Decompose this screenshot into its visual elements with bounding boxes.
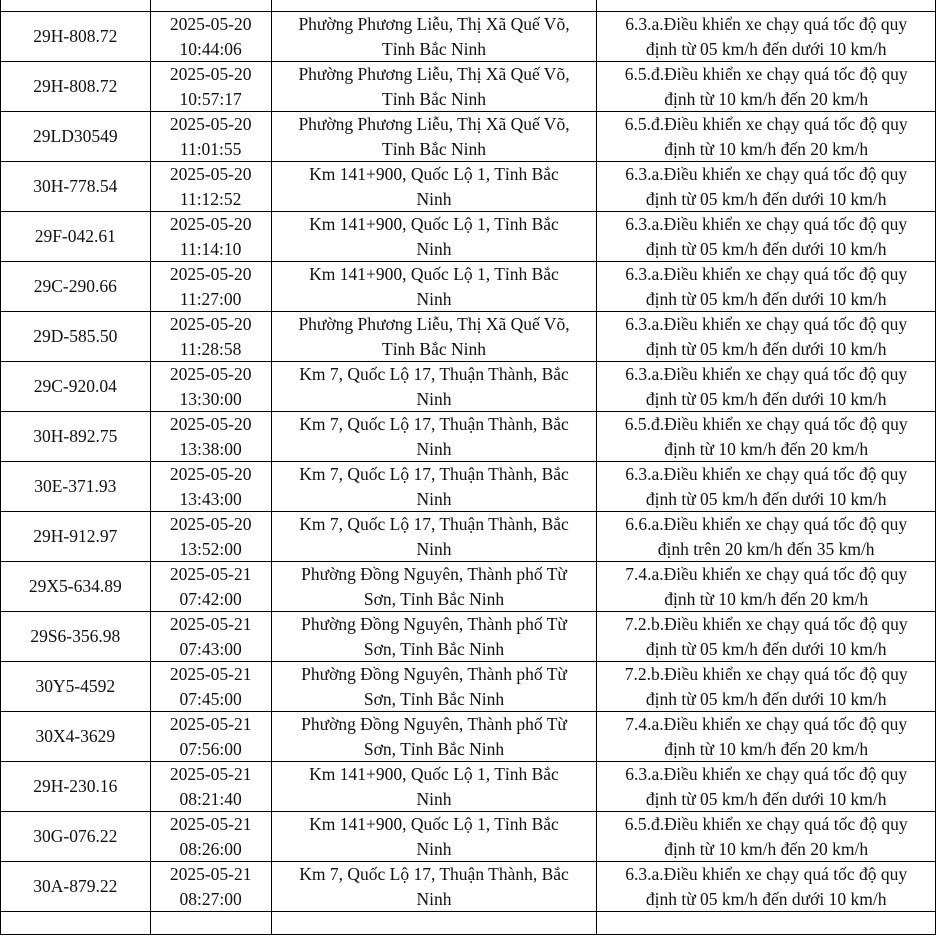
violation-line-2: định từ 05 km/h đến dưới 10 km/h <box>645 38 887 59</box>
table-row <box>1 212 936 262</box>
violation-line-1: 6.3.a.Điều khiển xe chạy quá tốc độ quy <box>625 264 908 284</box>
plate-number: 30Y5-4592 <box>35 676 116 697</box>
violation-line-2: định từ 05 km/h đến dưới 10 km/h <box>645 188 887 209</box>
location-cell <box>271 562 597 612</box>
table-row <box>1 512 936 562</box>
location-line-2: Ninh <box>416 888 452 909</box>
violation-line-2: định từ 05 km/h đến dưới 10 km/h <box>645 238 887 259</box>
location-cell <box>271 662 597 712</box>
violation-time-cell <box>150 762 271 812</box>
violation-time-cell <box>150 512 271 562</box>
plate-number-cell <box>1 62 151 112</box>
location-line-1: Phường Đồng Nguyên, Thành phố Từ <box>301 614 567 634</box>
violation-line-1: 6.3.a.Điều khiển xe chạy quá tốc độ quy <box>625 464 908 484</box>
violation-date: 2025-05-21 <box>169 864 252 884</box>
violation-clock-time: 10:57:17 <box>179 88 242 109</box>
violation-date: 2025-05-20 <box>169 164 252 184</box>
violation-line-2: định từ 05 km/h đến dưới 10 km/h <box>645 388 887 409</box>
violation-clock-time: 13:30:00 <box>179 388 242 409</box>
plate-number-cell <box>1 862 151 912</box>
plate-number: 30E-371.93 <box>34 476 117 497</box>
plate-number-cell <box>1 662 151 712</box>
table-row <box>1 462 936 512</box>
violation-date: 2025-05-20 <box>169 264 252 284</box>
table-row <box>1 112 936 162</box>
plate-number-cell <box>1 162 151 212</box>
location-cell <box>271 712 597 762</box>
violation-clock-time: 11:14:10 <box>179 238 242 259</box>
violation-cell <box>597 312 936 362</box>
violation-date: 2025-05-21 <box>169 714 252 734</box>
location-line-2: Sơn, Tỉnh Bắc Ninh <box>363 738 505 759</box>
violation-date: 2025-05-21 <box>169 614 252 634</box>
plate-number-cell <box>1 612 151 662</box>
violation-date: 2025-05-20 <box>169 514 252 534</box>
location-cell <box>271 512 597 562</box>
violation-line-1: 6.3.a.Điều khiển xe chạy quá tốc độ quy <box>625 214 908 234</box>
violation-line-1: 6.5.đ.Điều khiển xe chạy quá tốc độ quy <box>624 414 908 434</box>
violation-clock-time: 07:56:00 <box>179 738 242 759</box>
location-line-2: Ninh <box>416 188 452 209</box>
plate-number: 30G-076.22 <box>33 826 118 847</box>
plate-number-cell <box>1 262 151 312</box>
location-line-2: Ninh <box>416 238 452 259</box>
location-line-2: Tỉnh Bắc Ninh <box>382 338 487 359</box>
violation-line-2: định từ 05 km/h đến dưới 10 km/h <box>645 688 887 709</box>
location-line-2: Tỉnh Bắc Ninh <box>382 38 487 59</box>
plate-number: 29H-230.16 <box>33 776 118 797</box>
violation-time-cell <box>150 112 271 162</box>
location-cell <box>271 62 597 112</box>
plate-number-cell <box>1 512 151 562</box>
violation-date: 2025-05-20 <box>169 314 252 334</box>
plate-number-cell <box>1 562 151 612</box>
location-cell <box>271 262 597 312</box>
violation-time-cell <box>150 212 271 262</box>
violation-line-2: định từ 10 km/h đến 20 km/h <box>664 138 869 159</box>
table-row <box>1 662 936 712</box>
violation-clock-time: 11:12:52 <box>179 188 242 209</box>
violation-line-2: định từ 05 km/h đến dưới 10 km/h <box>645 788 887 809</box>
violation-clock-time: 11:01:55 <box>179 138 242 159</box>
plate-number: 30H-892.75 <box>33 426 118 447</box>
table-row-partial-bottom <box>1 912 936 935</box>
location-line-1: Km 7, Quốc Lộ 17, Thuận Thành, Bắc <box>299 464 569 484</box>
violation-line-2: định từ 10 km/h đến 20 km/h <box>664 838 869 859</box>
violations-table-body <box>1 0 936 935</box>
partial-cell <box>597 912 936 935</box>
violation-line-2: định từ 10 km/h đến 20 km/h <box>664 88 869 109</box>
plate-number-cell <box>1 412 151 462</box>
violation-date: 2025-05-20 <box>169 114 252 134</box>
location-cell <box>271 862 597 912</box>
location-cell <box>271 312 597 362</box>
partial-cell <box>271 0 597 12</box>
location-line-1: Phường Phương Liễu, Thị Xã Quế Võ, <box>298 314 570 334</box>
table-row-partial-top <box>1 0 936 12</box>
location-line-2: Ninh <box>416 788 452 809</box>
table-row <box>1 262 936 312</box>
violation-time-cell <box>150 162 271 212</box>
violation-clock-time: 11:27:00 <box>179 288 242 309</box>
violation-cell <box>597 812 936 862</box>
violation-date: 2025-05-20 <box>169 64 252 84</box>
violation-time-cell <box>150 712 271 762</box>
violation-time-cell <box>150 662 271 712</box>
location-line-1: Km 141+900, Quốc Lộ 1, Tỉnh Bắc <box>309 814 559 834</box>
violation-line-1: 7.4.a.Điều khiển xe chạy quá tốc độ quy <box>625 564 908 584</box>
violation-line-1: 7.2.b.Điều khiển xe chạy quá tốc độ quy <box>624 614 908 634</box>
violation-date: 2025-05-21 <box>169 764 252 784</box>
violation-clock-time: 13:52:00 <box>179 538 242 559</box>
violation-line-2: định từ 05 km/h đến dưới 10 km/h <box>645 638 887 659</box>
plate-number-cell <box>1 812 151 862</box>
table-row <box>1 12 936 62</box>
violation-line-1: 6.3.a.Điều khiển xe chạy quá tốc độ quy <box>625 164 908 184</box>
location-cell <box>271 412 597 462</box>
table-row <box>1 612 936 662</box>
location-line-2: Tỉnh Bắc Ninh <box>382 138 487 159</box>
location-line-1: Phường Phương Liễu, Thị Xã Quế Võ, <box>298 14 570 34</box>
location-cell <box>271 12 597 62</box>
violation-line-1: 6.5.đ.Điều khiển xe chạy quá tốc độ quy <box>624 114 908 134</box>
violation-line-1: 6.5.đ.Điều khiển xe chạy quá tốc độ quy <box>624 64 908 84</box>
plate-number: 29F-042.61 <box>34 226 116 247</box>
partial-cell <box>597 0 936 12</box>
violation-clock-time: 11:28:58 <box>179 338 242 359</box>
plate-number: 29H-808.72 <box>33 26 118 47</box>
violation-line-1: 6.3.a.Điều khiển xe chạy quá tốc độ quy <box>625 764 908 784</box>
plate-number: 30X4-3629 <box>35 726 116 747</box>
location-cell <box>271 362 597 412</box>
plate-number: 29S6-356.98 <box>30 626 121 647</box>
violation-cell <box>597 112 936 162</box>
partial-cell <box>271 912 597 935</box>
violation-cell <box>597 162 936 212</box>
violation-cell <box>597 562 936 612</box>
violation-time-cell <box>150 612 271 662</box>
location-line-2: Sơn, Tỉnh Bắc Ninh <box>363 588 505 609</box>
violation-line-2: định từ 10 km/h đến 20 km/h <box>664 438 869 459</box>
violation-clock-time: 08:26:00 <box>179 838 242 859</box>
location-line-2: Ninh <box>416 288 452 309</box>
violation-clock-time: 10:44:06 <box>179 38 242 59</box>
violation-cell <box>597 712 936 762</box>
partial-cell <box>150 0 271 12</box>
plate-number: 29LD30549 <box>33 126 118 147</box>
table-row <box>1 762 936 812</box>
location-line-2: Ninh <box>416 538 452 559</box>
violation-line-2: định trên 20 km/h đến 35 km/h <box>657 538 875 559</box>
plate-number-cell <box>1 712 151 762</box>
violation-line-1: 6.3.a.Điều khiển xe chạy quá tốc độ quy <box>625 864 908 884</box>
violation-line-1: 7.4.a.Điều khiển xe chạy quá tốc độ quy <box>625 714 908 734</box>
violation-line-2: định từ 05 km/h đến dưới 10 km/h <box>645 488 887 509</box>
plate-number-cell <box>1 312 151 362</box>
plate-number-cell <box>1 212 151 262</box>
location-line-1: Km 7, Quốc Lộ 17, Thuận Thành, Bắc <box>299 414 569 434</box>
violation-clock-time: 07:42:00 <box>179 588 242 609</box>
violation-date: 2025-05-21 <box>169 664 252 684</box>
violation-time-cell <box>150 12 271 62</box>
table-row <box>1 712 936 762</box>
plate-number-cell <box>1 462 151 512</box>
location-line-1: Km 141+900, Quốc Lộ 1, Tỉnh Bắc <box>309 164 559 184</box>
table-row <box>1 412 936 462</box>
violation-cell <box>597 462 936 512</box>
violation-clock-time: 08:21:40 <box>179 788 242 809</box>
location-cell <box>271 762 597 812</box>
location-line-1: Km 141+900, Quốc Lộ 1, Tỉnh Bắc <box>309 264 559 284</box>
location-line-2: Ninh <box>416 838 452 859</box>
table-row <box>1 562 936 612</box>
violation-line-2: định từ 10 km/h đến 20 km/h <box>664 738 869 759</box>
violation-cell <box>597 612 936 662</box>
violation-cell <box>597 762 936 812</box>
violation-date: 2025-05-20 <box>169 414 252 434</box>
violation-cell <box>597 212 936 262</box>
location-line-1: Phường Đồng Nguyên, Thành phố Từ <box>301 564 567 584</box>
location-line-2: Sơn, Tỉnh Bắc Ninh <box>363 688 505 709</box>
violation-date: 2025-05-21 <box>169 564 252 584</box>
violation-time-cell <box>150 562 271 612</box>
plate-number: 29H-912.97 <box>33 526 118 547</box>
violation-cell <box>597 662 936 712</box>
violation-cell <box>597 412 936 462</box>
location-cell <box>271 612 597 662</box>
violation-cell <box>597 62 936 112</box>
violation-cell <box>597 512 936 562</box>
violation-cell <box>597 862 936 912</box>
table-row <box>1 62 936 112</box>
violation-time-cell <box>150 862 271 912</box>
violation-date: 2025-05-20 <box>169 364 252 384</box>
violation-cell <box>597 362 936 412</box>
violation-time-cell <box>150 262 271 312</box>
violation-time-cell <box>150 812 271 862</box>
plate-number: 29X5-634.89 <box>28 576 122 597</box>
violation-clock-time: 08:27:00 <box>179 888 242 909</box>
violation-line-1: 6.6.a.Điều khiển xe chạy quá tốc độ quy <box>625 514 908 534</box>
violation-line-1: 7.2.b.Điều khiển xe chạy quá tốc độ quy <box>624 664 908 684</box>
plate-number-cell <box>1 762 151 812</box>
violation-date: 2025-05-20 <box>169 464 252 484</box>
plate-number-cell <box>1 362 151 412</box>
plate-number: 29C-920.04 <box>33 376 117 397</box>
location-line-2: Ninh <box>416 488 452 509</box>
plate-number-cell <box>1 112 151 162</box>
violation-time-cell <box>150 462 271 512</box>
location-line-2: Tỉnh Bắc Ninh <box>382 88 487 109</box>
violation-line-2: định từ 10 km/h đến 20 km/h <box>664 588 869 609</box>
plate-number-cell <box>1 12 151 62</box>
location-line-1: Km 7, Quốc Lộ 17, Thuận Thành, Bắc <box>299 864 569 884</box>
plate-number: 29C-290.66 <box>33 276 117 297</box>
plate-number: 29D-585.50 <box>33 326 118 347</box>
plate-number: 30A-879.22 <box>33 876 118 897</box>
partial-cell <box>1 912 151 935</box>
violation-date: 2025-05-21 <box>169 814 252 834</box>
location-line-1: Phường Đồng Nguyên, Thành phố Từ <box>301 714 567 734</box>
violation-line-1: 6.5.đ.Điều khiển xe chạy quá tốc độ quy <box>624 814 908 834</box>
table-row <box>1 362 936 412</box>
table-row <box>1 162 936 212</box>
violation-line-1: 6.3.a.Điều khiển xe chạy quá tốc độ quy <box>625 14 908 34</box>
plate-number: 30H-778.54 <box>33 176 118 197</box>
violation-clock-time: 07:43:00 <box>179 638 242 659</box>
location-cell <box>271 462 597 512</box>
violation-time-cell <box>150 362 271 412</box>
violation-line-2: định từ 05 km/h đến dưới 10 km/h <box>645 888 887 909</box>
violation-clock-time: 13:38:00 <box>179 438 242 459</box>
violation-clock-time: 07:45:00 <box>179 688 242 709</box>
location-line-2: Ninh <box>416 388 452 409</box>
violation-time-cell <box>150 62 271 112</box>
partial-cell <box>1 0 151 12</box>
table-row <box>1 812 936 862</box>
location-line-1: Km 7, Quốc Lộ 17, Thuận Thành, Bắc <box>299 364 569 384</box>
location-line-1: Km 141+900, Quốc Lộ 1, Tỉnh Bắc <box>309 214 559 234</box>
violation-date: 2025-05-20 <box>169 14 252 34</box>
violation-date: 2025-05-20 <box>169 214 252 234</box>
location-cell <box>271 812 597 862</box>
location-line-1: Km 141+900, Quốc Lộ 1, Tỉnh Bắc <box>309 764 559 784</box>
location-line-1: Phường Phương Liễu, Thị Xã Quế Võ, <box>298 64 570 84</box>
violation-line-2: định từ 05 km/h đến dưới 10 km/h <box>645 288 887 309</box>
location-line-1: Phường Phương Liễu, Thị Xã Quế Võ, <box>298 114 570 134</box>
violation-cell <box>597 12 936 62</box>
violation-time-cell <box>150 412 271 462</box>
violation-cell <box>597 262 936 312</box>
partial-cell <box>150 912 271 935</box>
location-cell <box>271 162 597 212</box>
plate-number: 29H-808.72 <box>33 76 118 97</box>
violation-line-2: định từ 05 km/h đến dưới 10 km/h <box>645 338 887 359</box>
location-line-2: Sơn, Tỉnh Bắc Ninh <box>363 638 505 659</box>
violation-line-1: 6.3.a.Điều khiển xe chạy quá tốc độ quy <box>625 314 908 334</box>
location-line-1: Km 7, Quốc Lộ 17, Thuận Thành, Bắc <box>299 514 569 534</box>
location-cell <box>271 212 597 262</box>
violation-time-cell <box>150 312 271 362</box>
violation-line-1: 6.3.a.Điều khiển xe chạy quá tốc độ quy <box>625 364 908 384</box>
location-cell <box>271 112 597 162</box>
location-line-2: Ninh <box>416 438 452 459</box>
location-line-1: Phường Đồng Nguyên, Thành phố Từ <box>301 664 567 684</box>
table-row <box>1 312 936 362</box>
table-row <box>1 862 936 912</box>
violation-clock-time: 13:43:00 <box>179 488 242 509</box>
